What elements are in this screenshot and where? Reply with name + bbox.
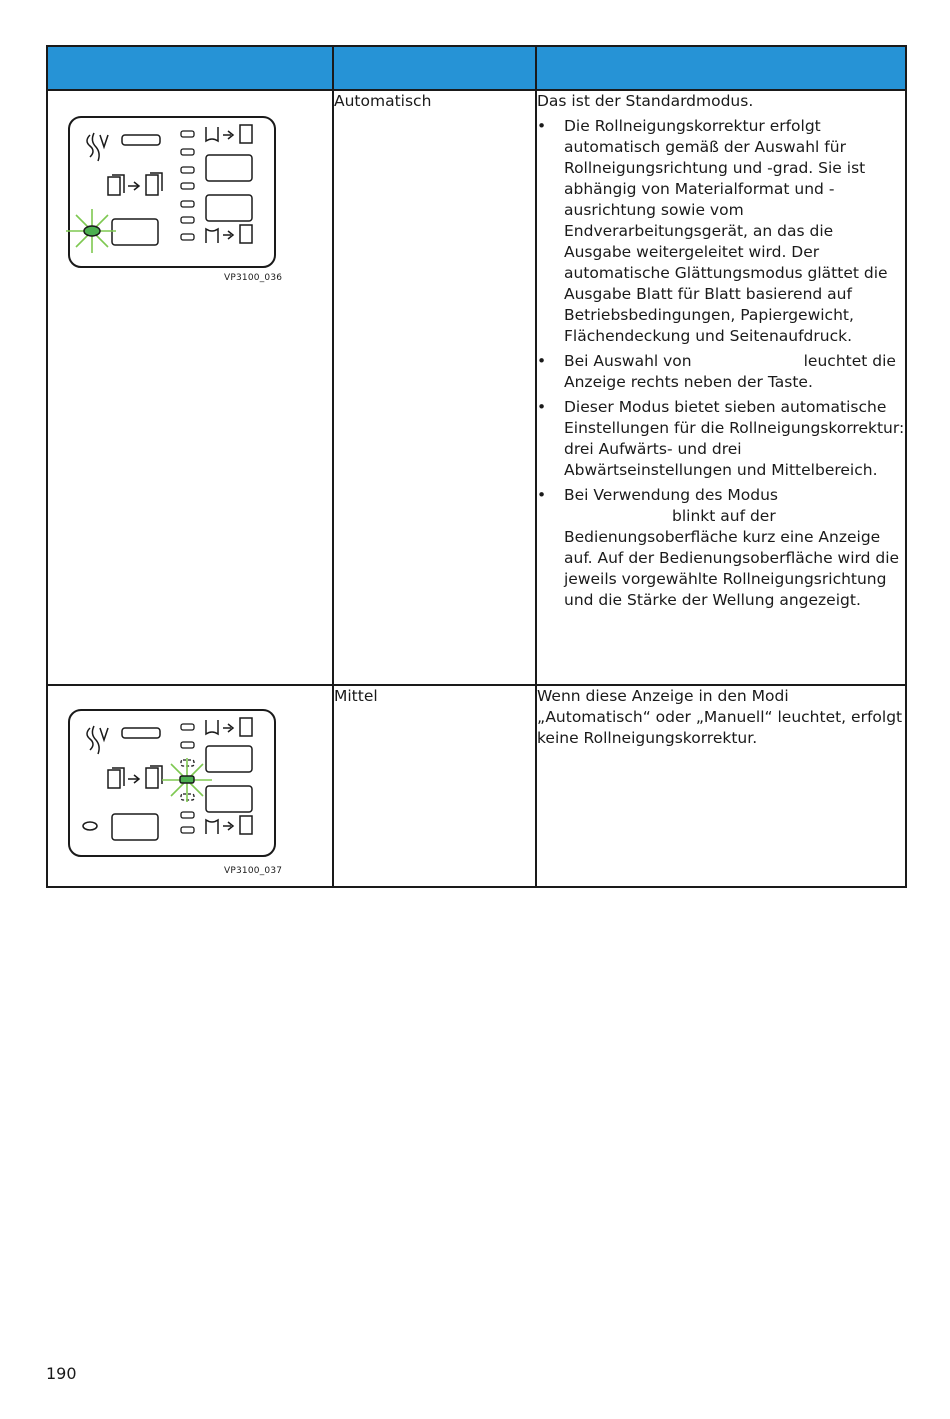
list-item [537,116,905,347]
mode-name: Mittel [333,685,536,887]
curl-correction-table [46,45,907,888]
paper-curl-icon [87,726,108,754]
header-cell-mode [333,46,536,90]
paper-curl-icon [87,133,108,161]
indicator-led-column [181,131,194,240]
auto-button-shape [112,219,158,245]
indicator-led-off-icon [83,822,97,830]
page-number: 190 [46,1364,77,1383]
sheet-to-tray-icon [108,766,162,788]
output-down-icon [206,225,252,243]
bullet-text: leuchtet die Anzeige rechts neben der Taste. [564,352,896,391]
list-item [537,351,905,393]
mode-name: Automatisch [333,90,536,685]
down-button-shape [206,786,252,812]
mode-description: Wenn diese Anzeige in den Modi „Automatisch“ oder „Manuell“ leuchtet, erfolgt keine Rollneigungskorrektur. [536,685,906,887]
up-button-shape [206,155,252,181]
control-panel-illustration-middle [66,706,306,876]
table-row [47,685,906,887]
bullet-text: blinkt auf der Bedienungsoberfläche kurz eine Anzeige auf. Auf der Bedienungsoberfläche wird die jeweils vorgewählte Rollneigungsrichtung und die Stärke der Wellung angezeigt. [564,507,900,609]
curl-button-shape [122,135,160,145]
figure-cell [47,90,333,685]
bullet-text: Bei Verwendung des Modus [564,486,778,504]
header-cell-description [536,46,906,90]
auto-button-shape [112,814,158,840]
curl-button-shape [122,728,160,738]
up-button-shape [206,746,252,772]
bullet-text: Dieser Modus bietet sieben automatische Einstellungen für die Rollneigungskorrektur: drei Aufwärts- und drei Abwärtseinstellungen und Mittelbereich. [564,398,905,479]
indicator-led-icon [84,226,100,236]
figure-id: VP3100_036 [224,273,283,283]
figure-cell [47,685,333,887]
figure-id: VP3100_037 [224,866,283,876]
mode-description [536,90,906,685]
table-header-row [47,46,906,90]
header-cell-illustration [47,46,333,90]
table-row [47,90,906,685]
indicator-led-icon [180,776,194,783]
sheet-to-tray-icon [108,173,162,195]
output-down-icon [206,816,252,834]
intro-text: Das ist der Standardmodus. [537,92,754,110]
control-panel-illustration-auto [66,113,306,313]
list-item [537,485,905,611]
bullet-text: Die Rollneigungskorrektur erfolgt automatisch gemäß der Auswahl für Rollneigungsrichtung und -grad. Sie ist abhängig von Materialformat und -ausrichtung sowie vom Endverarbeitungsgerät, an das die Ausgabe weitergeleitet wird. Der automatische Glättungsmodus glättet die Ausgabe Blatt für Blatt basierend auf Betriebsbedingungen, Papiergewicht, Flächendeckung und Seitenaufdruck. [564,117,888,345]
output-up-icon [206,718,252,736]
bullet-list [537,116,905,611]
bullet-text: Bei Auswahl von [564,352,692,370]
output-up-icon [206,125,252,143]
down-button-shape [206,195,252,221]
list-item [537,397,905,481]
